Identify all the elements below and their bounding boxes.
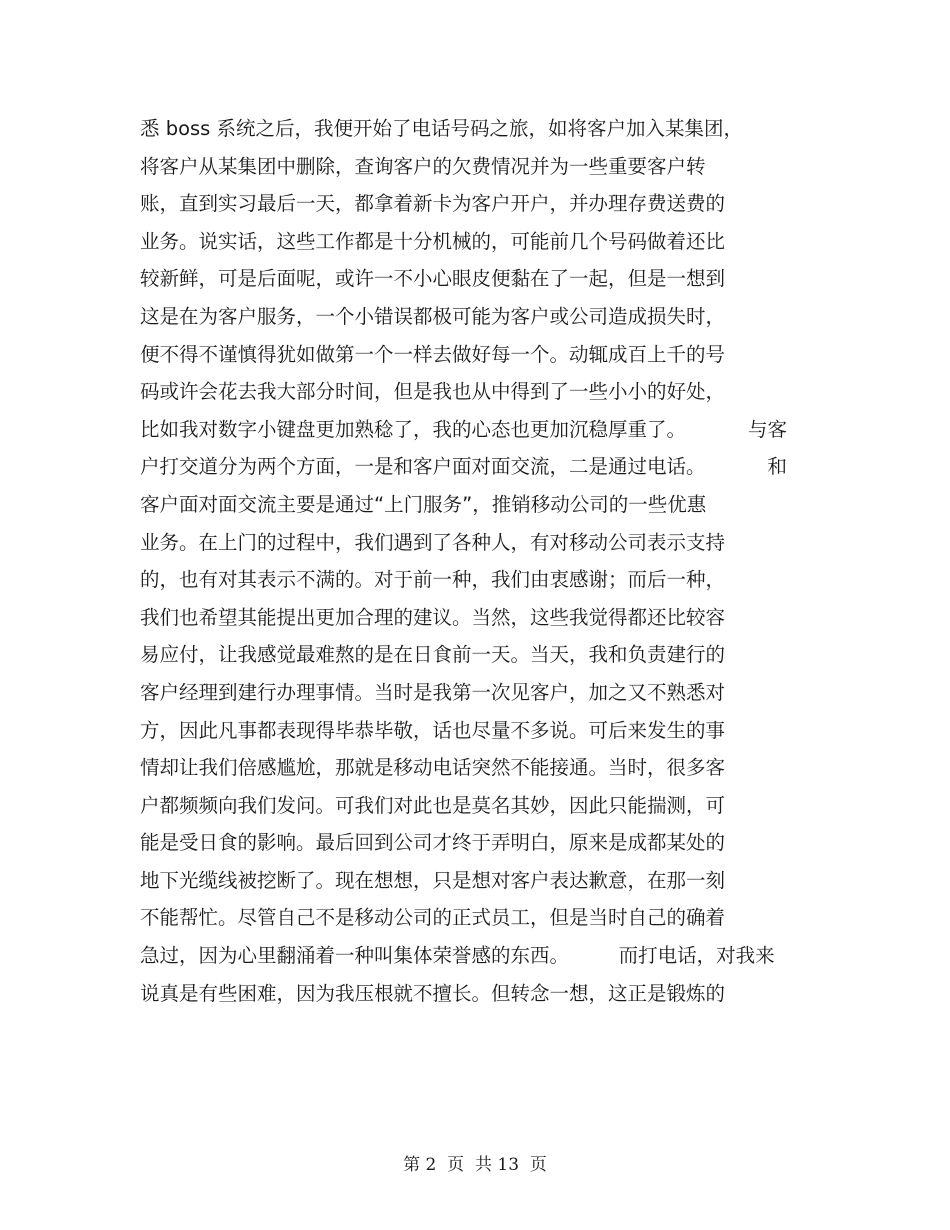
text-line: 比如我对数字小键盘更加熟稔了，我的心态也更加沉稳厚重了。 与客	[140, 417, 787, 441]
text-line: 说真是有些困难，因为我压根就不擅长。但转念一想，这正是锻炼的	[140, 981, 726, 1005]
text-line: 户打交道分为两个方面，一是和客户面对面交流，二是通过电话。 和	[140, 455, 787, 479]
text-line: 地下光缆线被挖断了。现在想想，只是想对客户表达歉意，在那一刻	[140, 868, 726, 892]
text-line: 能是受日食的影响。最后回到公司才终于弄明白，原来是成都某处的	[140, 831, 726, 855]
text-line: 业务。在上门的过程中，我们遇到了各种人，有对移动公司表示支持	[140, 530, 726, 554]
text-line: 方，因此凡事都表现得毕恭毕敬，话也尽量不多说。可后来发生的事	[140, 718, 726, 742]
text-line: 户都频频向我们发问。可我们对此也是莫名其妙，因此只能揣测，可	[140, 793, 726, 817]
text-line: 便不得不谨慎得犹如做第一个一样去做好每一个。动辄成百上千的号	[140, 342, 726, 366]
text-line: 我们也希望其能提出更加合理的建议。当然，这些我觉得都还比较容	[140, 605, 726, 629]
text-line: 悉 boss 系统之后，我便开始了电话号码之旅，如将客户加入某集团，	[140, 117, 744, 140]
text-line: 账，直到实习最后一天，都拿着新卡为客户开户，并办理存费送费的	[140, 192, 726, 216]
text-line: 码或许会花去我大部分时间，但是我也从中得到了一些小小的好处，	[140, 380, 726, 404]
text-line: 的，也有对其表示不满的。对于前一种，我们由衷感谢；而后一种，	[140, 568, 726, 592]
text-line: 将客户从某集团中删除，查询客户的欠费情况并为一些重要客户转	[140, 154, 706, 178]
page-footer: 第 2 页 共 13 页	[403, 1155, 547, 1175]
text-line: 业务。说实话，这些工作都是十分机械的，可能前几个号码做着还比	[140, 229, 726, 253]
text-line: 较新鲜，可是后面呢，或许一不小心眼皮便黏在了一起，但是一想到	[140, 267, 726, 291]
text-line: 急过，因为心里翻涌着一种叫集体荣誉感的东西。 而打电话，对我来	[140, 944, 775, 968]
text-line: 不能帮忙。尽管自己不是移动公司的正式员工，但是当时自己的确着	[140, 906, 726, 930]
text-line: 这是在为客户服务，一个小错误都极可能为客户或公司造成损失时，	[140, 304, 726, 328]
text-line: 易应付，让我感觉最难熬的是在日食前一天。当天，我和负责建行的	[140, 643, 726, 667]
text-line: 客户经理到建行办理事情。当时是我第一次见客户，加之又不熟悉对	[140, 680, 726, 704]
text-line: 情却让我们倍感尴尬，那就是移动电话突然不能接通。当时，很多客	[140, 756, 726, 780]
text-line: 客户面对面交流主要是通过“上门服务”，推销移动公司的一些优惠	[140, 492, 707, 516]
body-text	[140, 110, 820, 1012]
